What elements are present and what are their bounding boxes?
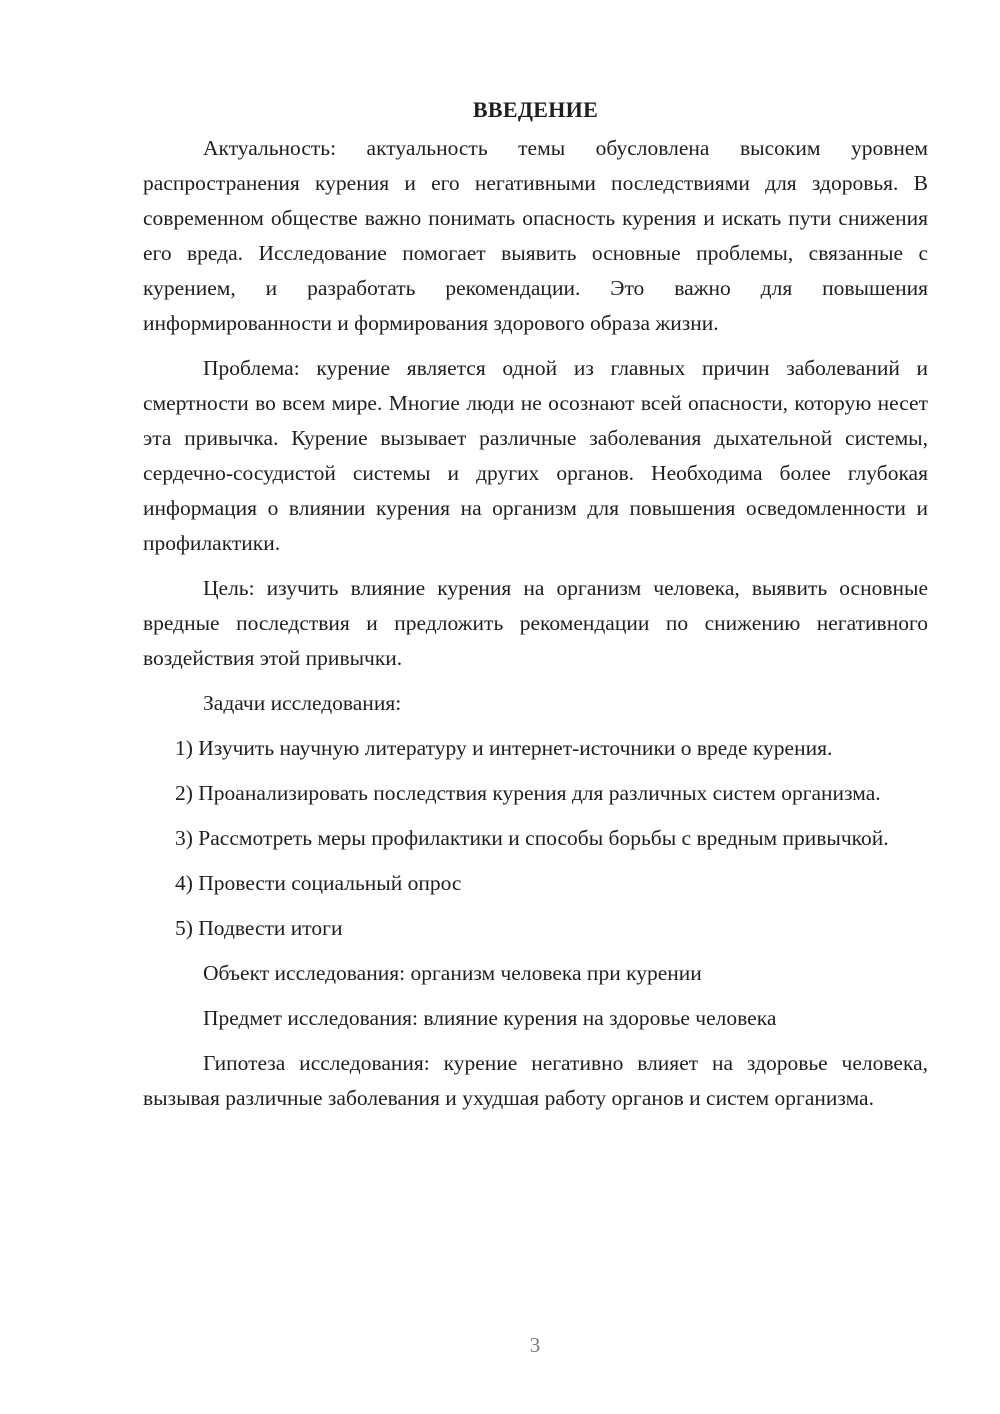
research-subject: Предмет исследования: влияние курения на здоровье человека [203,1006,777,1030]
task-item-3: 3) Рассмотреть меры профилактики и способы борьбы с вредным привычкой. [175,826,889,850]
page-content [143,92,928,1126]
task-item-5: 5) Подвести итоги [175,916,343,940]
paragraph-goal: Цель: изучить влияние курения на организм человека, выявить основные вредные последствия и предложить рекомендации по снижению негативного воздействия этой привычки. [143,576,928,670]
task-item-4: 4) Провести социальный опрос [175,871,462,895]
tasks-heading: Задачи исследования: [203,691,402,715]
section-title: ВВЕДЕНИЕ [472,97,599,122]
paragraph-relevance: Актуальность: актуальность темы обусловлена высоким уровнем распространения курения и его негативными последствиями для здоровья. В современном обществе важно понимать опасность курения и искать пути снижения его вреда. Исследование помогает выявить основные проблемы, связанные с курением, и разработать рекомендации. Это важно для повышения информированности и формирования здорового образа жизни. [143,136,928,335]
research-object: Объект исследования: организм человека при курении [203,961,702,985]
page-number: 3 [529,1333,541,1357]
research-hypothesis: Гипотеза исследования: курение негативно влияет на здоровье человека, вызывая различные заболевания и ухудшая работу органов и систем организма. [143,1051,928,1110]
task-item-1: 1) Изучить научную литературу и интернет-источники о вреде курения. [175,736,833,760]
paragraph-problem: Проблема: курение является одной из главных причин заболеваний и смертности во всем мире. Многие люди не осознают всей опасности, которую несет эта привычка. Курение вызывает различные заболевания дыхательной системы, сердечно-сосудистой системы и других органов. Необходима более глубокая информация о влиянии курения на организм для повышения осведомленности и профилактики. [143,356,928,555]
task-item-2: 2) Проанализировать последствия курения для различных систем организма. [175,781,881,805]
